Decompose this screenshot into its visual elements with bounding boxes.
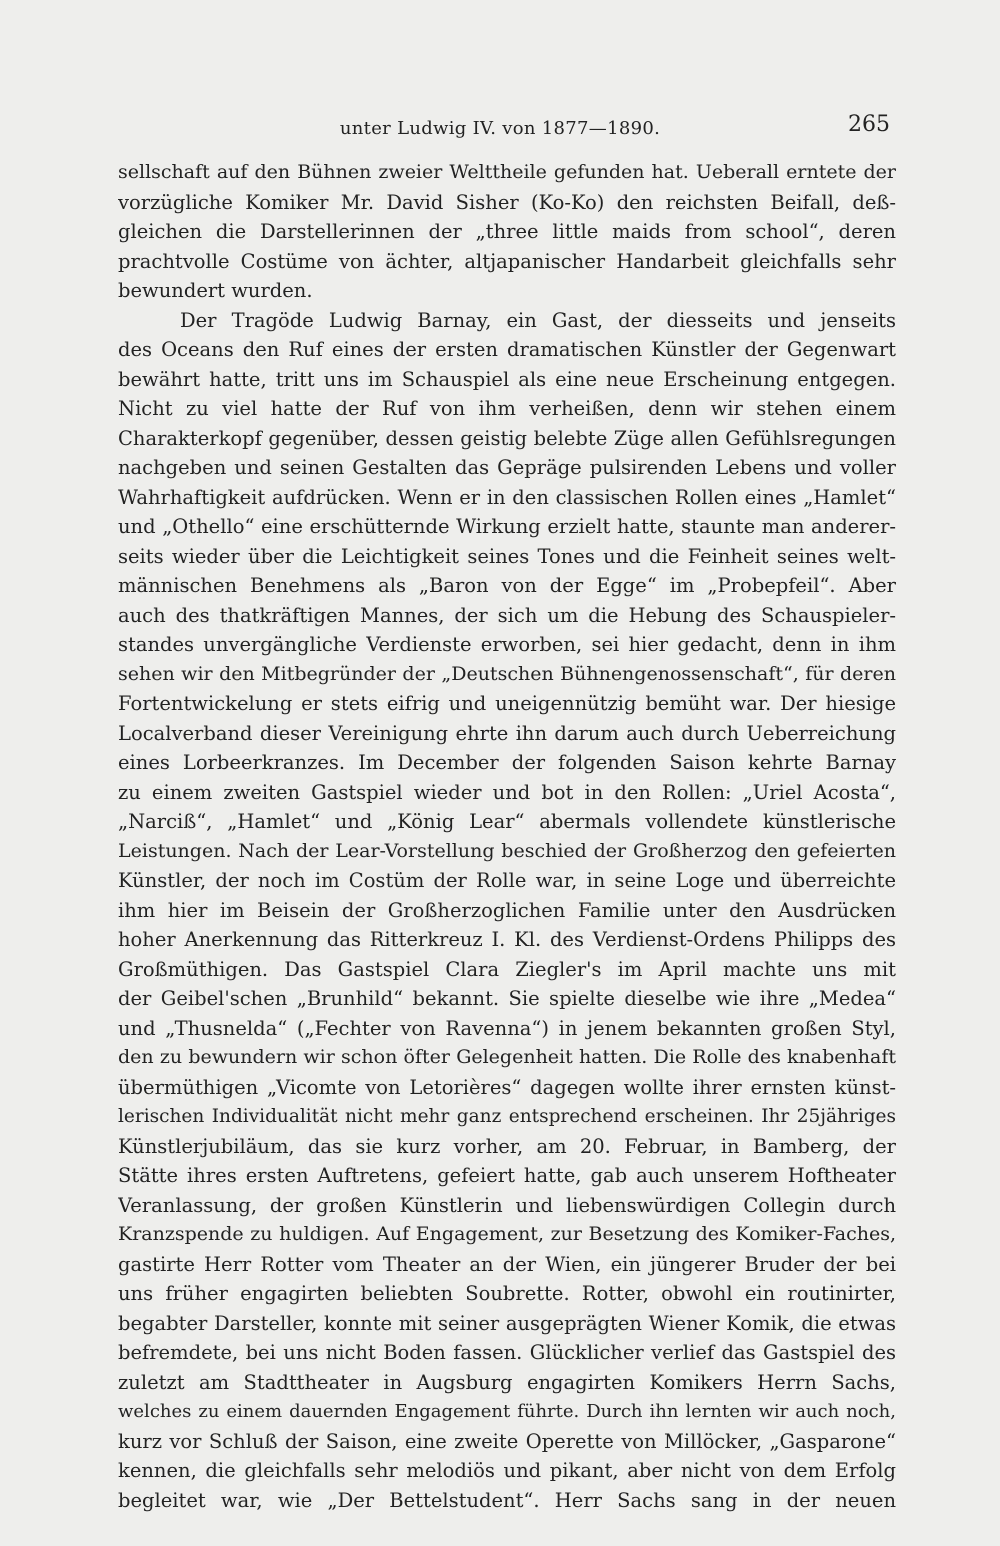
text-line: und „Thusnelda“ („Fechter von Ravenna“) in jenem bekannten großen Styl, [118, 1016, 896, 1040]
page-number: 265 [848, 112, 890, 137]
text-line: sellschaft auf den Bühnen zweier Welttheile gefunden hat. Ueberall erntete der [118, 161, 896, 183]
text-line: ihm hier im Beisein der Großherzoglichen Familie unter den Ausdrücken [118, 898, 896, 922]
text-line: Nicht zu viel hatte der Ruf von ihm verheißen, denn wir stehen einem [118, 397, 896, 420]
text-line: Localverband dieser Vereinigung ehrte ihn darum auch durch Ueberreichung [118, 721, 896, 745]
text-line: zu einem zweiten Gastspiel wieder und bot in den Rollen: „Uriel Acosta“, [118, 780, 896, 804]
text-line: des Oceans den Ruf eines der ersten dramatischen Künstler der Gegenwart [118, 338, 896, 361]
body-text [118, 158, 896, 1515]
text-line: kennen, die gleichfalls sehr melodiös und pikant, aber nicht von dem Erfolg [118, 1459, 896, 1482]
text-line: Großmüthigen. Das Gastspiel Clara Ziegler's im April machte uns mit [118, 957, 896, 981]
text-line: welches zu einem dauernden Engagement führte. Durch ihn lernten wir auch noch, [118, 1401, 896, 1422]
text-line: kurz vor Schluß der Saison, eine zweite Operette von Millöcker, „Gasparone“ [118, 1429, 896, 1453]
text-line: Wahrhaftigkeit aufdrücken. Wenn er in den classischen Rollen eines „Hamlet“ [118, 485, 896, 509]
text-line: und „Othello“ eine erschütternde Wirkung erzielt hatte, staunte man anderer- [118, 515, 896, 538]
text-line: standes unvergängliche Verdienste erworben, sei hier gedacht, denn in ihm [118, 633, 896, 656]
text-line: Künstlerjubiläum, das sie kurz vorher, am 20. Februar, in Bamberg, der [118, 1134, 896, 1158]
text-line: Künstler, der noch im Costüm der Rolle war, in seine Loge und überreichte [118, 869, 896, 892]
text-line: prachtvolle Costüme von ächter, altjapanischer Handarbeit gleichfalls sehr [118, 249, 896, 273]
text-line: Stätte ihres ersten Auftretens, gefeiert hatte, gab auch unserem Hoftheater [118, 1164, 896, 1187]
text-line: Veranlassung, der großen Künstlerin und liebenswürdigen Collegin durch [118, 1193, 896, 1217]
text-line: männischen Benehmens als „Baron von der Egge“ im „Probepfeil“. Aber [118, 574, 896, 597]
text-line: hoher Anerkennung das Ritterkreuz I. Kl. des Verdienst-Ordens Philipps des [118, 928, 896, 951]
text-line: lerischen Individualität nicht mehr ganz entsprechend erscheinen. Ihr 25jähriges [118, 1106, 896, 1127]
text-line: sehen wir den Mitbegründer der „Deutschen Bühnengenossenschaft“, für deren [118, 662, 896, 685]
text-line: Leistungen. Nach der Lear-Vorstellung beschied der Großherzog den gefeierten [118, 839, 896, 862]
text-line: gastirte Herr Rotter vom Theater an der Wien, ein jüngerer Bruder der bei [118, 1252, 896, 1276]
text-line: den zu bewundern wir schon öfter Gelegenheit hatten. Die Rolle des knabenhaft [118, 1046, 896, 1068]
text-line: bewundert wurden. [118, 279, 313, 302]
text-line: „Narciß“, „Hamlet“ und „König Lear“ abermals vollendete künstlerische [118, 810, 896, 833]
text-line: Der Tragöde Ludwig Barnay, ein Gast, der diesseits und jenseits [180, 308, 896, 332]
running-title: unter Ludwig IV. von 1877—1890. [339, 118, 661, 139]
text-line: befremdete, bei uns nicht Boden fassen. Glücklicher verlief das Gastspiel des [118, 1341, 896, 1364]
text-line: eines Lorbeerkranzes. Im December der folgenden Saison kehrte Barnay [118, 751, 896, 774]
text-line: begleitet war, wie „Der Bettelstudent“. Herr Sachs sang in der neuen [118, 1488, 896, 1512]
text-line: der Geibel'schen „Brunhild“ bekannt. Sie spielte dieselbe wie ihre „Medea“ [118, 987, 896, 1010]
text-line: seits wieder über die Leichtigkeit seines Tones und die Feinheit seines welt- [118, 544, 896, 568]
text-line: vorzügliche Komiker Mr. David Sisher (Ko-Ko) den reichsten Beifall, deß- [118, 190, 896, 214]
text-line: Charakterkopf gegenüber, dessen geistig belebte Züge allen Gefühlsregungen [118, 426, 896, 450]
text-line: nachgeben und seinen Gestalten das Gepräge pulsirenden Lebens und voller [118, 456, 896, 479]
text-line: begabter Darsteller, konnte mit seiner ausgeprägten Wiener Komik, die etwas [118, 1311, 896, 1335]
text-line: gleichen die Darstellerinnen der „three little maids from school“, deren [118, 220, 896, 243]
text-line: Fortentwickelung er stets eifrig und uneigennützig bemüht war. Der hiesige [118, 692, 896, 715]
page-header [0, 112, 1000, 142]
text-line: zuletzt am Stadttheater in Augsburg engagirten Komikers Herrn Sachs, [118, 1370, 896, 1394]
text-line: auch des thatkräftigen Mannes, der sich um die Hebung des Schauspieler- [118, 603, 896, 627]
text-line: Kranzspende zu huldigen. Auf Engagement, zur Besetzung des Komiker-Faches, [118, 1223, 896, 1245]
text-line: bewährt hatte, tritt uns im Schauspiel als eine neue Erscheinung entgegen. [118, 367, 896, 391]
text-line: uns früher engagirten beliebten Soubrette. Rotter, obwohl ein routinirter, [118, 1282, 896, 1305]
text-line: übermüthigen „Vicomte von Letorières“ dagegen wollte ihrer ernsten künst- [118, 1075, 896, 1099]
